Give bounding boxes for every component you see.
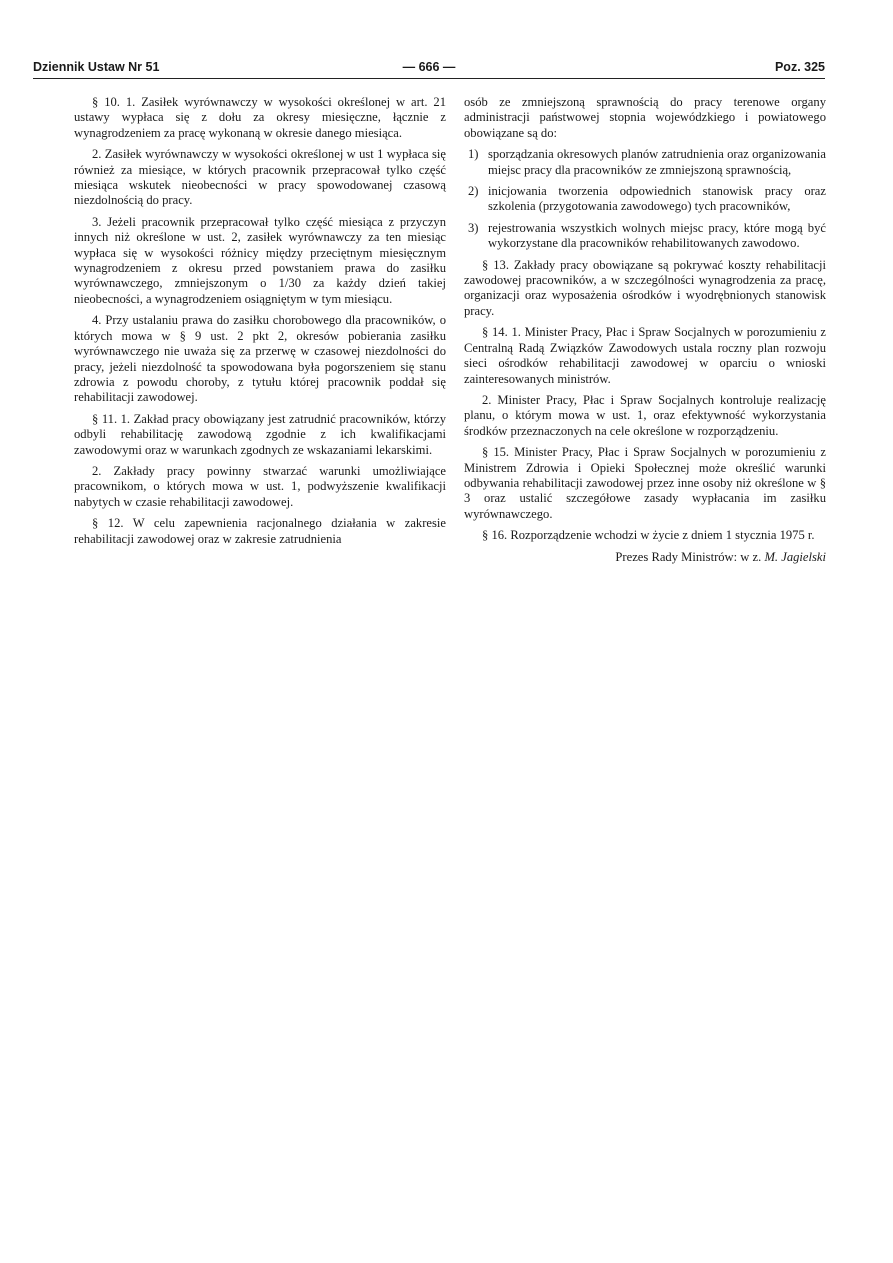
list-item-text: sporządzania okresowych planów zatrudnienia oraz organizowania miejsc pracy dla pracowników ze zmniejszoną sprawnością, (488, 147, 826, 177)
paragraph-14-1: § 14. 1. Minister Pracy, Płac i Spraw Socjalnych w porozumieniu z Centralną Radą Związków Zawodowych ustala roczny plan rozwoju sieci ośrodków rehabilitacji zawodowej w oparciu o wnioski zainteresowanych ministrów. (464, 325, 826, 386)
paragraph-14-2: 2. Minister Pracy, Płac i Spraw Socjalnych kontroluje realizację planu, o którym mowa w ust. 1, oraz efektywność wykorzystania środków przeznaczonych na cele określone w rozporządzeniu. (464, 392, 826, 438)
paragraph-10-4: 4. Przy ustalaniu prawa do zasiłku chorobowego dla pracowników, o których mowa w § 9 ust. 2 pkt 2, okresów pobierania zasiłku wyrównawczego nie uważa się za przerwę w czasowej niezdolności do pracy, jeżeli niezdolność ta spowodowana była pogorszeniem się stanu zdrowia z powodu choroby, z tytułu której pracownik poddał się rehabilitacji zawodowej. (74, 313, 446, 405)
list-item (464, 221, 826, 252)
left-column (74, 95, 446, 553)
list-item-text: inicjowania tworzenia odpowiednich stanowisk pracy oraz szkolenia (przygotowania zawodowego) tych pracowników, (488, 184, 826, 214)
list-item-number: 2) (468, 184, 479, 199)
list-item (464, 184, 826, 215)
paragraph-10-2: 2. Zasiłek wyrównawczy w wysokości określonej w ust 1 wypłaca się również za miesiące, w których pracownik przepracował tylko część miesiąca wskutek nieobecności w pracy spowodowanej czasową niezdolnością do pracy. (74, 147, 446, 208)
journal-title: Dziennik Ustaw Nr 51 (33, 60, 160, 74)
paragraph-15: § 15. Minister Pracy, Płac i Spraw Socjalnych w porozumieniu z Ministrem Zdrowia i Opieki Społecznej może określić warunki odbywania rehabilitacji zawodowej przez inne osoby niż określone w § 3 oraz ustalić szczegółowe zasady wypłacania im zasiłku wyrównawczego. (464, 445, 826, 521)
paragraph-10-3: 3. Jeżeli pracownik przepracował tylko część miesiąca z przyczyn innych niż określone w ust. 2, zasiłek wyrównawczy za ten miesiąc wypłaca się w wysokości różnicy między przeciętnym miesięcznym wynagrodzeniem z okresu przed powstaniem prawa do zasiłku wyrównawczego, zmniejszonym o 1/30 za każdy dzień takiej nieobecności, a wynagrodzeniem osiągniętym w tym miesiącu. (74, 214, 446, 306)
page-number: — 666 — (402, 60, 456, 74)
list-item-text: rejestrowania wszystkich wolnych miejsc pracy, które mogą być wykorzystane dla pracowników rehabilitowanych zawodowo. (488, 220, 826, 251)
page-header (33, 60, 825, 78)
paragraph-11-1: § 11. 1. Zakład pracy obowiązany jest zatrudnić pracowników, którzy odbyli rehabilitację zawodową zgodnie z ich kwalifikacjami zawodowymi oraz w warunkach zgodnych ze wskazaniami lekarskimi. (74, 411, 446, 457)
signature-line (464, 550, 826, 565)
header-rule (33, 78, 825, 79)
paragraph-13: § 13. Zakłady pracy obowiązane są pokrywać koszty rehabilitacji zawodowej pracowników, a w szczególności wynagrodzenia za pracę, organizacji oraz wyposażenia ośrodków i wyodrębnionych stanowisk pracy. (464, 257, 826, 318)
list-item-number: 1) (468, 147, 479, 162)
paragraph-12-continued: osób ze zmniejszoną sprawnością do pracy terenowe organy administracji państwowej stopnia wojewódzkiego i powiatowego obowiązane są do: (464, 95, 826, 140)
paragraph-16: § 16. Rozporządzenie wchodzi w życie z dniem 1 stycznia 1975 r. (482, 528, 815, 543)
list-item-number: 3) (468, 220, 479, 235)
paragraph-12-start: § 12. W celu zapewnienia racjonalnego działania w zakresie rehabilitacji zawodowej oraz w zakresie zatrudnienia (74, 516, 446, 546)
duties-list (464, 147, 826, 251)
paragraph-10-1: § 10. 1. Zasiłek wyrównawczy w wysokości określonej w art. 21 ustawy wypłaca się z dołu za okresy miesięczne, łącznie z wynagrodzeniem za pracę wykonaną w okresie danego miesiąca. (74, 95, 446, 140)
paragraph-11-2: 2. Zakłady pracy powinny stwarzać warunki umożliwiające pracownikom, o których mowa w ust. 1, podwyższenie kwalifikacji nabytych w czasie rehabilitacji zawodowej. (74, 463, 446, 509)
right-column (464, 95, 826, 565)
signature-name: M. Jagielski (764, 549, 826, 564)
signature-prefix: Prezes Rady Ministrów: w z. (615, 549, 762, 564)
list-item (464, 147, 826, 178)
position-number: Poz. 325 (774, 60, 825, 74)
